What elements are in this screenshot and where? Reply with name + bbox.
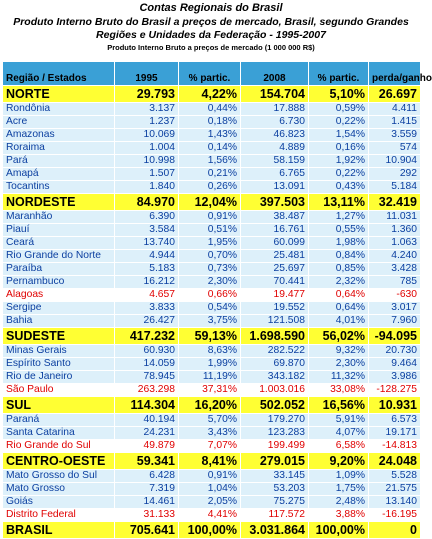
cell-value-2008: 17.888 xyxy=(241,103,309,116)
cell-partic-2008: 0,64% xyxy=(309,289,369,302)
cell-loss-gain: 4.240 xyxy=(369,250,421,263)
cell-value-2008: 13.091 xyxy=(241,181,309,194)
table-row xyxy=(3,250,421,263)
cell-loss-gain: 292 xyxy=(369,168,421,181)
cell-value-1995: 78.945 xyxy=(115,371,179,384)
cell-value-1995: 1.237 xyxy=(115,116,179,129)
cell-loss-gain: 10.904 xyxy=(369,155,421,168)
gdp-table xyxy=(2,61,432,539)
cell-partic-2008: 11,32% xyxy=(309,371,369,384)
cell-loss-gain: 3.559 xyxy=(369,129,421,142)
cell-partic-2008: 0,43% xyxy=(309,181,369,194)
table-row xyxy=(3,289,421,302)
header-loss-gain: perda/ganho xyxy=(369,62,421,86)
cell-region-name: Minas Gerais xyxy=(3,345,115,358)
cell-partic-1995: 1,43% xyxy=(179,129,241,142)
cell-partic-2008: 5,10% xyxy=(309,86,369,103)
cell-partic-1995: 0,54% xyxy=(179,302,241,315)
cell-loss-gain: 11.031 xyxy=(369,211,421,224)
cell-region-name: Rondônia xyxy=(3,103,115,116)
cell-value-1995: 7.319 xyxy=(115,483,179,496)
cell-loss-gain: 19.171 xyxy=(369,427,421,440)
cell-region-name: SUL xyxy=(3,397,115,414)
cell-region-name: Rio Grande do Norte xyxy=(3,250,115,263)
cell-region-name: Mato Grosso do Sul xyxy=(3,470,115,483)
cell-value-1995: 16.212 xyxy=(115,276,179,289)
cell-value-1995: 4.657 xyxy=(115,289,179,302)
cell-loss-gain: -94.095 xyxy=(369,328,421,345)
cell-partic-2008: 6,58% xyxy=(309,440,369,453)
cell-partic-1995: 7,07% xyxy=(179,440,241,453)
cell-loss-gain: -14.813 xyxy=(369,440,421,453)
cell-partic-2008: 2,30% xyxy=(309,358,369,371)
cell-loss-gain: 10.931 xyxy=(369,397,421,414)
cell-value-1995: 263.298 xyxy=(115,384,179,397)
cell-value-2008: 6.730 xyxy=(241,116,309,129)
table-row xyxy=(3,509,421,522)
cell-region-name: Espírito Santo xyxy=(3,358,115,371)
cell-loss-gain: -128.275 xyxy=(369,384,421,397)
cell-loss-gain: 9.464 xyxy=(369,358,421,371)
table-row xyxy=(3,302,421,315)
header-1995: 1995 xyxy=(115,62,179,86)
cell-value-2008: 46.823 xyxy=(241,129,309,142)
cell-value-2008: 4.889 xyxy=(241,142,309,155)
cell-value-2008: 33.145 xyxy=(241,470,309,483)
cell-value-2008: 16.761 xyxy=(241,224,309,237)
cell-partic-2008: 16,56% xyxy=(309,397,369,414)
cell-loss-gain: 1.360 xyxy=(369,224,421,237)
cell-partic-1995: 3,43% xyxy=(179,427,241,440)
cell-partic-1995: 3,75% xyxy=(179,315,241,328)
cell-loss-gain: 3.017 xyxy=(369,302,421,315)
cell-value-1995: 10.069 xyxy=(115,129,179,142)
table-row xyxy=(3,211,421,224)
cell-partic-2008: 3,88% xyxy=(309,509,369,522)
cell-value-1995: 29.793 xyxy=(115,86,179,103)
cell-partic-1995: 16,20% xyxy=(179,397,241,414)
cell-value-2008: 19.552 xyxy=(241,302,309,315)
cell-region-name: Acre xyxy=(3,116,115,129)
cell-partic-1995: 0,14% xyxy=(179,142,241,155)
region-row xyxy=(3,397,421,414)
cell-partic-1995: 0,21% xyxy=(179,168,241,181)
cell-region-name: Paraíba xyxy=(3,263,115,276)
cell-value-2008: 58.159 xyxy=(241,155,309,168)
table-row xyxy=(3,263,421,276)
cell-value-1995: 417.232 xyxy=(115,328,179,345)
cell-value-2008: 19.477 xyxy=(241,289,309,302)
cell-region-name: Santa Catarina xyxy=(3,427,115,440)
cell-partic-2008: 5,91% xyxy=(309,414,369,427)
table-row xyxy=(3,427,421,440)
cell-region-name: Pernambuco xyxy=(3,276,115,289)
table-row xyxy=(3,181,421,194)
cell-region-name: São Paulo xyxy=(3,384,115,397)
cell-region-name: NORDESTE xyxy=(3,194,115,211)
cell-value-2008: 397.503 xyxy=(241,194,309,211)
cell-value-1995: 60.930 xyxy=(115,345,179,358)
cell-value-2008: 53.203 xyxy=(241,483,309,496)
cell-value-1995: 13.740 xyxy=(115,237,179,250)
cell-partic-1995: 1,56% xyxy=(179,155,241,168)
table-row xyxy=(3,440,421,453)
cell-partic-1995: 0,66% xyxy=(179,289,241,302)
cell-region-name: Pará xyxy=(3,155,115,168)
table-row xyxy=(3,470,421,483)
cell-partic-1995: 12,04% xyxy=(179,194,241,211)
cell-value-1995: 6.390 xyxy=(115,211,179,224)
cell-partic-2008: 4,01% xyxy=(309,315,369,328)
cell-region-name: Amapá xyxy=(3,168,115,181)
cell-loss-gain: 3.986 xyxy=(369,371,421,384)
table-row xyxy=(3,116,421,129)
cell-region-name: Rio de Janeiro xyxy=(3,371,115,384)
cell-partic-2008: 1,09% xyxy=(309,470,369,483)
cell-value-2008: 154.704 xyxy=(241,86,309,103)
cell-partic-2008: 0,55% xyxy=(309,224,369,237)
cell-partic-1995: 2,30% xyxy=(179,276,241,289)
cell-loss-gain: 13.140 xyxy=(369,496,421,509)
total-row xyxy=(3,522,421,539)
cell-partic-2008: 1,75% xyxy=(309,483,369,496)
cell-loss-gain: 20.730 xyxy=(369,345,421,358)
cell-region-name: SUDESTE xyxy=(3,328,115,345)
cell-value-1995: 3.584 xyxy=(115,224,179,237)
cell-loss-gain: 6.573 xyxy=(369,414,421,427)
cell-loss-gain: 26.697 xyxy=(369,86,421,103)
cell-region-name: Bahia xyxy=(3,315,115,328)
cell-value-1995: 3.137 xyxy=(115,103,179,116)
cell-value-2008: 123.283 xyxy=(241,427,309,440)
cell-loss-gain: 1.415 xyxy=(369,116,421,129)
cell-value-1995: 49.879 xyxy=(115,440,179,453)
cell-partic-2008: 0,85% xyxy=(309,263,369,276)
cell-value-2008: 117.572 xyxy=(241,509,309,522)
cell-partic-1995: 0,44% xyxy=(179,103,241,116)
cell-loss-gain: 1.063 xyxy=(369,237,421,250)
cell-partic-2008: 2,32% xyxy=(309,276,369,289)
cell-value-1995: 59.341 xyxy=(115,453,179,470)
cell-value-2008: 6.765 xyxy=(241,168,309,181)
cell-value-1995: 40.194 xyxy=(115,414,179,427)
cell-value-2008: 25.481 xyxy=(241,250,309,263)
cell-region-name: NORTE xyxy=(3,86,115,103)
cell-partic-2008: 1,92% xyxy=(309,155,369,168)
cell-region-name: Piauí xyxy=(3,224,115,237)
cell-partic-2008: 0,22% xyxy=(309,168,369,181)
cell-partic-1995: 8,41% xyxy=(179,453,241,470)
table-row xyxy=(3,384,421,397)
header-region: Região / Estados xyxy=(3,62,115,86)
cell-partic-1995: 2,05% xyxy=(179,496,241,509)
table-row xyxy=(3,483,421,496)
table-row xyxy=(3,237,421,250)
cell-value-2008: 60.099 xyxy=(241,237,309,250)
cell-partic-2008: 13,11% xyxy=(309,194,369,211)
cell-partic-2008: 1,27% xyxy=(309,211,369,224)
cell-partic-2008: 4,07% xyxy=(309,427,369,440)
cell-region-name: Paraná xyxy=(3,414,115,427)
cell-value-2008: 121.508 xyxy=(241,315,309,328)
cell-region-name: Rio Grande do Sul xyxy=(3,440,115,453)
cell-value-2008: 38.487 xyxy=(241,211,309,224)
table-row xyxy=(3,168,421,181)
cell-region-name: Tocantins xyxy=(3,181,115,194)
cell-loss-gain: 4.411 xyxy=(369,103,421,116)
cell-value-1995: 26.427 xyxy=(115,315,179,328)
cell-partic-1995: 0,73% xyxy=(179,263,241,276)
cell-region-name: Goiás xyxy=(3,496,115,509)
table-row xyxy=(3,224,421,237)
cell-loss-gain: 0 xyxy=(369,522,421,539)
cell-partic-1995: 1,04% xyxy=(179,483,241,496)
cell-value-2008: 279.015 xyxy=(241,453,309,470)
cell-region-name: Amazonas xyxy=(3,129,115,142)
header-partic-1995: % partic. xyxy=(179,62,241,86)
cell-value-1995: 705.641 xyxy=(115,522,179,539)
cell-partic-1995: 0,26% xyxy=(179,181,241,194)
cell-region-name: Mato Grosso xyxy=(3,483,115,496)
cell-partic-1995: 0,91% xyxy=(179,211,241,224)
cell-value-2008: 282.522 xyxy=(241,345,309,358)
cell-loss-gain: 574 xyxy=(369,142,421,155)
cell-region-name: Maranhão xyxy=(3,211,115,224)
cell-value-1995: 14.059 xyxy=(115,358,179,371)
cell-loss-gain: 21.575 xyxy=(369,483,421,496)
cell-region-name: Roraima xyxy=(3,142,115,155)
cell-partic-1995: 4,22% xyxy=(179,86,241,103)
cell-region-name: Alagoas xyxy=(3,289,115,302)
cell-value-2008: 3.031.864 xyxy=(241,522,309,539)
cell-value-1995: 3.833 xyxy=(115,302,179,315)
cell-value-1995: 6.428 xyxy=(115,470,179,483)
table-row xyxy=(3,315,421,328)
cell-loss-gain: -16.195 xyxy=(369,509,421,522)
table-row xyxy=(3,345,421,358)
cell-partic-2008: 0,59% xyxy=(309,103,369,116)
cell-value-2008: 179.270 xyxy=(241,414,309,427)
table-row xyxy=(3,142,421,155)
cell-value-2008: 199.499 xyxy=(241,440,309,453)
cell-value-1995: 1.507 xyxy=(115,168,179,181)
cell-partic-2008: 0,16% xyxy=(309,142,369,155)
region-row xyxy=(3,328,421,345)
cell-region-name: CENTRO-OESTE xyxy=(3,453,115,470)
cell-value-2008: 69.870 xyxy=(241,358,309,371)
cell-partic-2008: 9,32% xyxy=(309,345,369,358)
cell-loss-gain: 32.419 xyxy=(369,194,421,211)
cell-partic-2008: 2,48% xyxy=(309,496,369,509)
cell-value-1995: 1.840 xyxy=(115,181,179,194)
cell-partic-1995: 1,95% xyxy=(179,237,241,250)
cell-value-2008: 1.003.016 xyxy=(241,384,309,397)
cell-partic-1995: 100,00% xyxy=(179,522,241,539)
cell-partic-2008: 1,98% xyxy=(309,237,369,250)
table-row xyxy=(3,276,421,289)
table-row xyxy=(3,103,421,116)
cell-partic-1995: 11,19% xyxy=(179,371,241,384)
cell-partic-1995: 37,31% xyxy=(179,384,241,397)
cell-value-1995: 10.998 xyxy=(115,155,179,168)
cell-value-1995: 84.970 xyxy=(115,194,179,211)
header-row xyxy=(3,62,421,86)
cell-value-1995: 31.133 xyxy=(115,509,179,522)
header-partic-2008: % partic. xyxy=(309,62,369,86)
table-body xyxy=(3,86,421,539)
cell-region-name: Ceará xyxy=(3,237,115,250)
cell-partic-2008: 9,20% xyxy=(309,453,369,470)
cell-loss-gain: 7.960 xyxy=(369,315,421,328)
cell-partic-1995: 0,51% xyxy=(179,224,241,237)
cell-value-2008: 75.275 xyxy=(241,496,309,509)
cell-region-name: BRASIL xyxy=(3,522,115,539)
table-row xyxy=(3,358,421,371)
cell-value-1995: 114.304 xyxy=(115,397,179,414)
table-row xyxy=(3,129,421,142)
cell-region-name: Distrito Federal xyxy=(3,509,115,522)
cell-loss-gain: 5.184 xyxy=(369,181,421,194)
cell-value-1995: 24.231 xyxy=(115,427,179,440)
cell-value-2008: 25.697 xyxy=(241,263,309,276)
table-row xyxy=(3,496,421,509)
sheet-subtitle: Produto Interno Bruto do Brasil a preços de mercado, Brasil, segundo Grandes Regiões e Unidades da Federação - 1995-2007 xyxy=(13,16,409,41)
cell-loss-gain: 5.528 xyxy=(369,470,421,483)
cell-partic-1995: 5,70% xyxy=(179,414,241,427)
table-row xyxy=(3,155,421,168)
cell-partic-2008: 100,00% xyxy=(309,522,369,539)
cell-loss-gain: -630 xyxy=(369,289,421,302)
cell-partic-2008: 0,84% xyxy=(309,250,369,263)
cell-value-2008: 343.182 xyxy=(241,371,309,384)
cell-partic-1995: 8,63% xyxy=(179,345,241,358)
region-row xyxy=(3,86,421,103)
table-caption: Produto Interno Bruto a preços de mercado (1 000 000 R$) xyxy=(107,43,315,52)
sheet-title: Contas Regionais do Brasil xyxy=(139,2,283,14)
cell-value-1995: 5.183 xyxy=(115,263,179,276)
cell-partic-1995: 59,13% xyxy=(179,328,241,345)
cell-partic-2008: 0,22% xyxy=(309,116,369,129)
cell-partic-1995: 0,70% xyxy=(179,250,241,263)
cell-value-1995: 1.004 xyxy=(115,142,179,155)
cell-loss-gain: 785 xyxy=(369,276,421,289)
cell-value-1995: 4.944 xyxy=(115,250,179,263)
cell-partic-2008: 33,08% xyxy=(309,384,369,397)
cell-value-2008: 1.698.590 xyxy=(241,328,309,345)
cell-partic-1995: 4,41% xyxy=(179,509,241,522)
cell-partic-2008: 1,54% xyxy=(309,129,369,142)
table-row xyxy=(3,371,421,384)
cell-value-2008: 70.441 xyxy=(241,276,309,289)
region-row xyxy=(3,194,421,211)
cell-partic-1995: 0,91% xyxy=(179,470,241,483)
cell-partic-1995: 0,18% xyxy=(179,116,241,129)
cell-loss-gain: 24.048 xyxy=(369,453,421,470)
table-row xyxy=(3,414,421,427)
header-2008: 2008 xyxy=(241,62,309,86)
cell-region-name: Sergipe xyxy=(3,302,115,315)
cell-loss-gain: 3.428 xyxy=(369,263,421,276)
cell-partic-2008: 0,64% xyxy=(309,302,369,315)
cell-value-2008: 502.052 xyxy=(241,397,309,414)
cell-partic-1995: 1,99% xyxy=(179,358,241,371)
cell-value-1995: 14.461 xyxy=(115,496,179,509)
region-row xyxy=(3,453,421,470)
cell-partic-2008: 56,02% xyxy=(309,328,369,345)
